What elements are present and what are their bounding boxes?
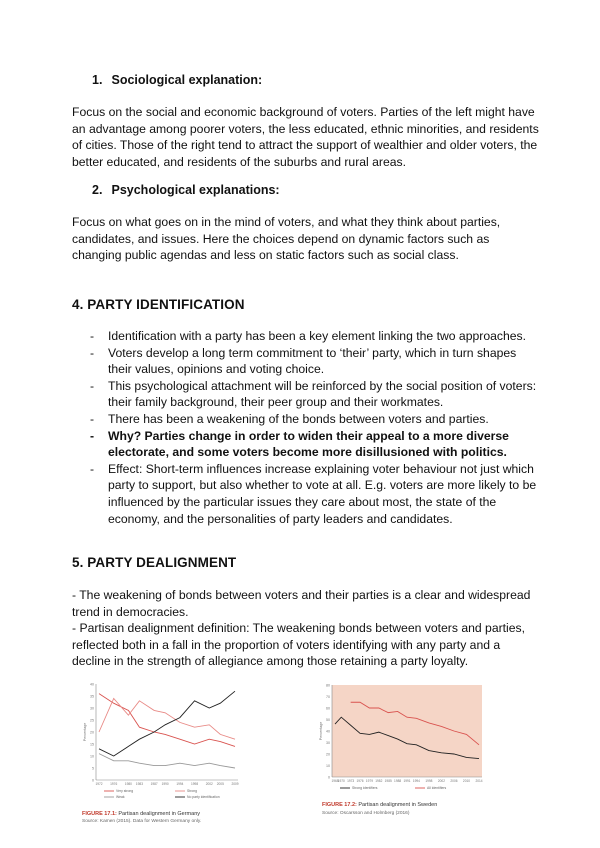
list-item — [72, 461, 542, 527]
series-line — [99, 694, 235, 747]
figure-germany-source: Source: Kamen (2015). Data for Western Germany only. — [82, 819, 202, 824]
y-tick-label: 30 — [90, 706, 94, 711]
x-tick-label: 1994 — [412, 779, 420, 783]
y-tick-label: 80 — [326, 683, 330, 688]
x-tick-label: 2009 — [231, 782, 239, 786]
x-tick-label: 1980 — [124, 782, 132, 786]
y-tick-label: 50 — [326, 718, 330, 722]
x-tick-label: 2002 — [205, 782, 213, 786]
x-tick-label: 1987 — [150, 782, 158, 786]
list-item — [72, 378, 542, 411]
x-tick-label: 1968 — [331, 779, 339, 783]
y-axis-label: Percentage — [83, 722, 87, 742]
x-tick-label: 1990 — [161, 782, 169, 786]
psychological-number: 2. — [92, 183, 103, 197]
list-item — [72, 328, 542, 345]
legend-label: Weak — [116, 795, 125, 799]
bullet-dash: - — [90, 428, 95, 443]
list-item-text: There has been a weakening of the bonds between voters and parties. — [108, 411, 489, 426]
x-tick-label: 1970 — [337, 779, 345, 783]
sociological-number: 1. — [92, 73, 103, 87]
party-dealignment-heading: 5. PARTY DEALIGNMENT — [72, 555, 237, 570]
dealignment-paragraph-1: - The weakening of bonds between voters and their parties is a clear and widespread trend in democracies. — [72, 588, 531, 619]
bullet-dash: - — [90, 411, 95, 426]
list-item — [72, 411, 542, 428]
x-tick-label: 1998 — [191, 782, 199, 786]
x-tick-label: 1988 — [394, 779, 402, 783]
y-tick-label: 0 — [328, 775, 330, 780]
x-tick-label: 1979 — [365, 779, 373, 783]
x-tick-label: 2010 — [462, 779, 471, 783]
x-tick-label: 1985 — [384, 779, 392, 783]
list-item — [72, 345, 542, 378]
figure-sweden-source: Source: Oscarsson and Holmberg (2016) — [322, 811, 410, 816]
list-item-text: Effect: Short-term influences increase explaining voter behaviour not just which party to support, but also whether to vote at all. E.g. voters are more likely to be influenced by the particular issues they care about most, the state of the economy, and the personalities of party leaders and candidates. — [108, 461, 537, 526]
series-line — [99, 754, 235, 768]
figure-label: FIGURE 17.1: — [82, 811, 117, 817]
list-item-text: Identification with a party has been a key element linking the two approaches. — [108, 329, 527, 343]
legend-label: Strong identifiers — [352, 786, 378, 790]
figure-caption-text: Partisan dealignment in Germany — [118, 811, 200, 817]
legend-label: All identifiers — [427, 786, 447, 790]
y-tick-label: 30 — [326, 741, 330, 745]
bullet-dash: - — [90, 329, 95, 343]
x-tick-label: 1994 — [176, 782, 184, 786]
sociological-heading-text: Sociological explanation: — [111, 73, 263, 87]
x-tick-label: 1976 — [356, 779, 364, 783]
psychological-heading — [92, 183, 280, 197]
party-identification-heading: 4. PARTY IDENTIFICATION — [72, 297, 245, 312]
y-tick-label: 70 — [326, 695, 330, 699]
x-tick-label: 2005 — [216, 782, 224, 786]
y-tick-label: 40 — [326, 729, 330, 734]
party-identification-list — [72, 328, 542, 527]
y-tick-label: 25 — [90, 718, 94, 723]
figure-germany-caption — [82, 811, 200, 817]
y-tick-label: 60 — [326, 706, 330, 711]
psychological-paragraph: Focus on what goes on in the mind of voters, and what they think about parties, candidates, and issues. Here the choices depend on dynamic factors such as changing public agendas and less on static factors such as social class. — [72, 215, 501, 263]
list-item-text: This psychological attachment will be reinforced by the social position of voters: their family background, their peer group and their workmates. — [108, 378, 537, 410]
y-tick-label: 15 — [90, 742, 94, 747]
figure-caption-text: Partisan dealignment in Sweden — [358, 802, 438, 808]
y-tick-label: 10 — [326, 764, 330, 768]
x-tick-label: 1973 — [347, 779, 355, 783]
list-item-text: Why? Parties change in order to widen their appeal to a more diverse electorate, and some voters become more disillusioned with politics. — [108, 428, 509, 460]
bullet-dash: - — [90, 378, 95, 393]
y-tick-label: 35 — [90, 694, 94, 699]
series-line — [99, 698, 235, 739]
y-tick-label: 10 — [90, 754, 94, 759]
x-tick-label: 2006 — [450, 779, 458, 783]
x-tick-label: 1998 — [425, 779, 433, 783]
y-tick-label: 40 — [90, 682, 94, 687]
y-tick-label: 0 — [92, 778, 94, 783]
x-tick-label: 1976 — [110, 782, 118, 786]
figure-sweden-caption — [322, 802, 437, 808]
chart-germany — [78, 678, 243, 808]
x-tick-label: 2014 — [475, 779, 483, 783]
sociological-heading — [92, 73, 262, 87]
figure-germany — [78, 678, 243, 808]
dealignment-paragraph-2: - Partisan dealignment definition: The weakening bonds between voters and parties, reflected both in a fall in the proportion of voters identifying with any party and a decline in the strength of allegiance among those retaining a party loyalty. — [72, 621, 526, 669]
x-tick-label: 2002 — [437, 779, 445, 783]
y-tick-label: 20 — [90, 730, 94, 735]
x-tick-label: 1972 — [95, 782, 103, 786]
bullet-dash: - — [90, 345, 95, 360]
legend-label: No party identification — [187, 795, 220, 799]
y-tick-label: 5 — [92, 766, 94, 771]
figure-sweden — [312, 681, 488, 797]
x-tick-label: 1991 — [403, 779, 411, 783]
legend-label: Very strong — [116, 789, 134, 793]
y-tick-label: 20 — [326, 752, 330, 757]
psychological-heading-text: Psychological explanations: — [111, 183, 280, 197]
bullet-dash: - — [90, 461, 95, 476]
figure-label: FIGURE 17.2: — [322, 802, 357, 808]
x-tick-label: 1982 — [375, 779, 383, 783]
list-item-text: Voters develop a long term commitment to ‘their’ party, which in turn shapes their values, opinions and voting choice. — [108, 345, 517, 377]
x-tick-label: 1983 — [135, 782, 143, 786]
list-item — [72, 428, 542, 461]
legend-label: Strong — [187, 789, 197, 793]
chart-sweden — [312, 681, 488, 797]
sociological-paragraph: Focus on the social and economic background of voters. Parties of the left might have an advantage among poorer voters, the less educated, ethnic minorities, and residents of cities. Those of the right tend to attract the support of wealthier and older voters, the better educated, and residents of the suburbs and rural areas. — [72, 105, 539, 169]
series-line — [99, 691, 235, 756]
y-axis-label: Percentage — [319, 721, 323, 741]
plot-background — [332, 685, 482, 777]
